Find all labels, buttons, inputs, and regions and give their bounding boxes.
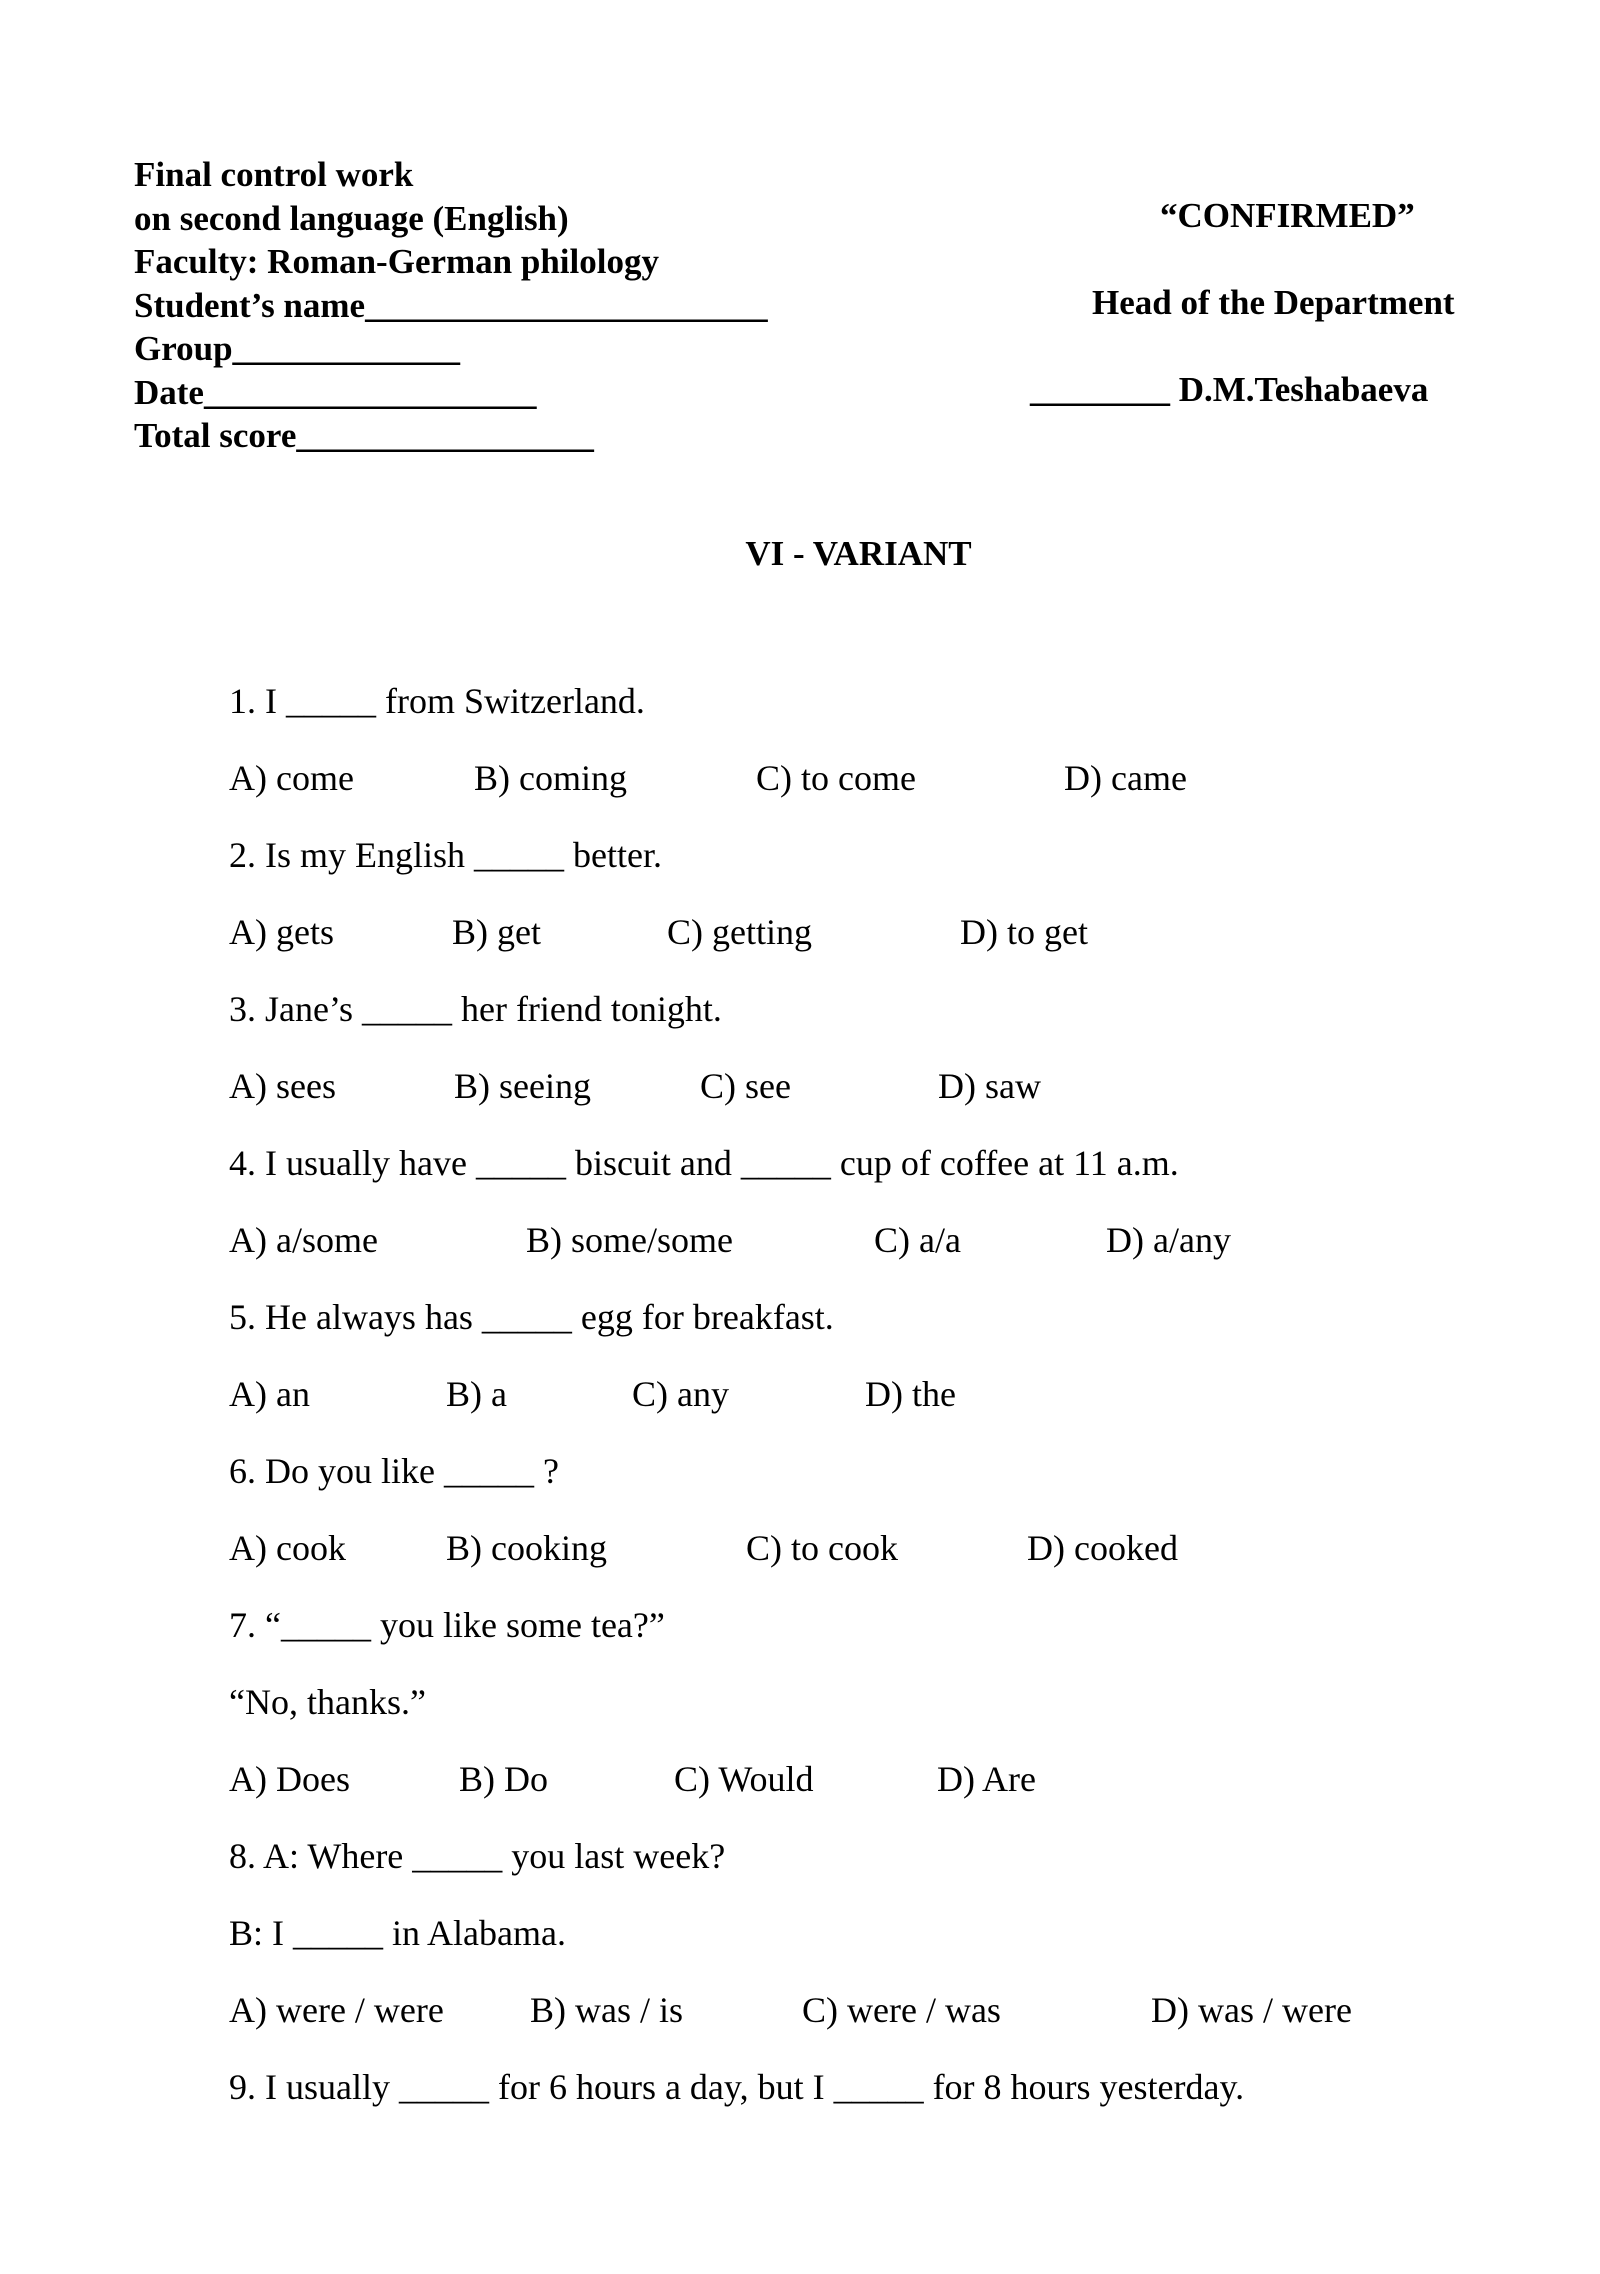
option-b: B) some/some xyxy=(526,1220,733,1260)
answer-options xyxy=(229,1370,1600,1447)
header-subject: on second language (English) xyxy=(134,198,569,238)
option-c: C) Would xyxy=(674,1759,814,1799)
variant-title: VI - VARIANT xyxy=(745,534,972,573)
option-a: A) a/some xyxy=(229,1220,378,1260)
option-b: B) coming xyxy=(474,758,627,798)
answer-options xyxy=(229,1062,1600,1139)
question-text: 5. He always has _____ egg for breakfast. xyxy=(229,1297,834,1337)
answer-options xyxy=(229,1216,1600,1293)
option-b: B) seeing xyxy=(454,1066,591,1106)
option-c: C) were / was xyxy=(802,1990,1001,2030)
answer-options xyxy=(229,754,1600,831)
option-c: C) to come xyxy=(756,758,916,798)
question-text: 7. “_____ you like some tea?” xyxy=(229,1605,665,1645)
option-b: B) a xyxy=(446,1374,507,1414)
option-a: A) an xyxy=(229,1374,310,1414)
head-of-department: Head of the Department xyxy=(1092,283,1455,322)
question-text: “No, thanks.” xyxy=(229,1682,426,1722)
answer-options xyxy=(229,908,1600,985)
question-text: 1. I _____ from Switzerland. xyxy=(229,681,645,721)
option-b: B) Do xyxy=(459,1759,548,1799)
question-text: 3. Jane’s _____ her friend tonight. xyxy=(229,989,722,1029)
answer-options xyxy=(229,1986,1600,2063)
header-info xyxy=(134,153,768,458)
header-title: Final control work xyxy=(134,155,414,194)
option-d: D) saw xyxy=(938,1066,1041,1106)
option-c: C) a/a xyxy=(874,1220,961,1260)
question-text: 6. Do you like _____ ? xyxy=(229,1451,559,1491)
total-score-field: Total score_________________ xyxy=(134,416,594,455)
option-d: D) to get xyxy=(960,912,1088,952)
option-a: A) come xyxy=(229,758,354,798)
group-field: Group_____________ xyxy=(134,329,461,368)
answer-options xyxy=(229,1755,1600,1832)
answer-options xyxy=(229,1524,1600,1601)
question-text: 8. A: Where _____ you last week? xyxy=(229,1836,726,1876)
option-d: D) came xyxy=(1064,758,1187,798)
signer-line: ________ D.M.Teshabaeva xyxy=(1030,370,1429,409)
option-d: D) was / were xyxy=(1151,1990,1352,2030)
confirmed-label: “CONFIRMED” xyxy=(1160,196,1415,235)
question-list xyxy=(229,677,1600,2140)
option-c: C) getting xyxy=(667,912,812,952)
date-field: Date___________________ xyxy=(134,372,537,412)
option-c: C) see xyxy=(700,1066,791,1106)
question-text: 4. I usually have _____ biscuit and _____ cup of coffee at 11 a.m. xyxy=(229,1143,1179,1183)
option-d: D) the xyxy=(865,1374,956,1414)
option-b: B) get xyxy=(452,912,541,952)
option-a: A) sees xyxy=(229,1066,336,1106)
option-c: C) to cook xyxy=(746,1528,898,1568)
header-faculty: Faculty: Roman-German philology xyxy=(134,242,659,281)
option-b: B) cooking xyxy=(446,1528,607,1568)
option-a: A) were / were xyxy=(229,1990,444,2030)
option-d: D) a/any xyxy=(1106,1220,1231,1260)
option-d: D) cooked xyxy=(1027,1528,1178,1568)
option-a: A) Does xyxy=(229,1759,350,1799)
question-text: 9. I usually _____ for 6 hours a day, but I _____ for 8 hours yesterday. xyxy=(229,2067,1245,2107)
option-d: D) Are xyxy=(937,1759,1036,1799)
question-text: 2. Is my English _____ better. xyxy=(229,835,662,875)
question-text: B: I _____ in Alabama. xyxy=(229,1913,566,1953)
option-a: A) gets xyxy=(229,912,334,952)
student-name-field: Student’s name_______________________ xyxy=(134,285,768,325)
option-c: C) any xyxy=(632,1374,729,1414)
option-a: A) cook xyxy=(229,1528,346,1568)
option-b: B) was / is xyxy=(530,1990,683,2030)
